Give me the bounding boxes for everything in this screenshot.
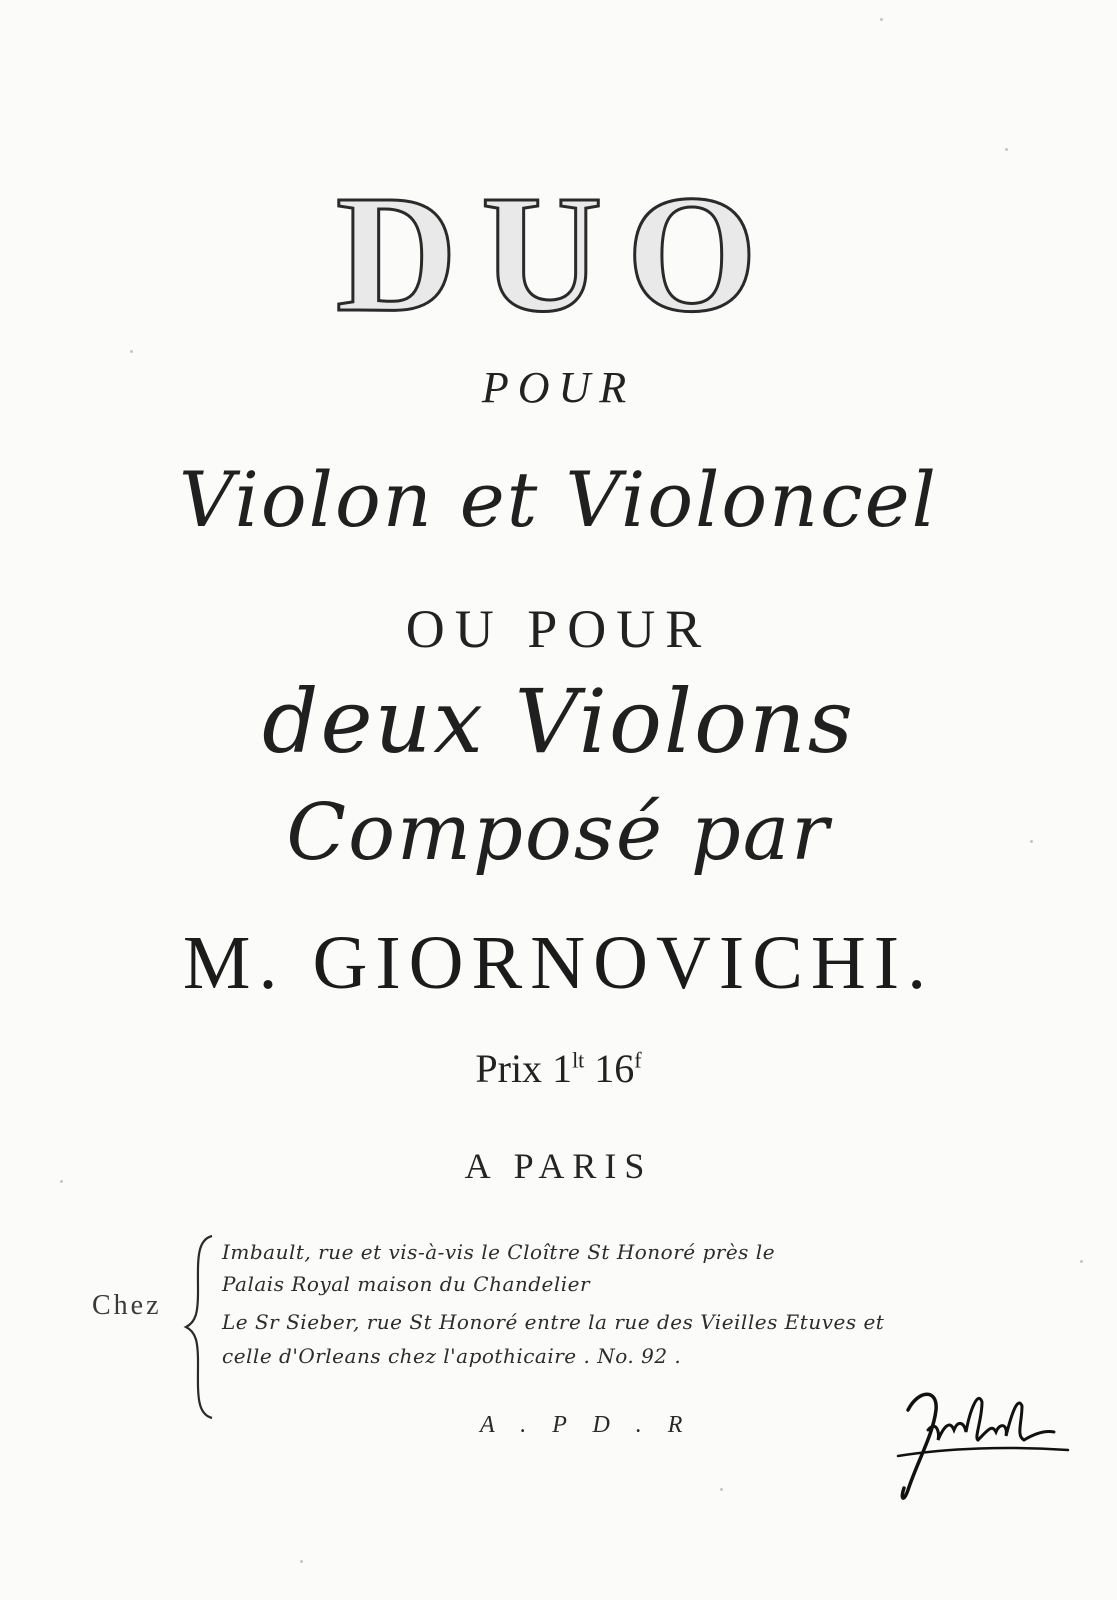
- price-livres: 1: [552, 1046, 573, 1091]
- chez-label: Chez: [92, 1290, 162, 1321]
- pour-heading: POUR: [481, 363, 636, 412]
- address-line: Le Sr Sieber, rue St Honoré entre la rue des Vieilles Etuves et: [222, 1310, 885, 1334]
- address-line: Imbault, rue et vis-à-vis le Cloître St Honoré près le: [222, 1240, 776, 1264]
- address-line: Palais Royal maison du Chandelier: [222, 1272, 591, 1296]
- ou-pour-heading: OU POUR: [405, 599, 712, 659]
- price-livres-mark: lt: [572, 1047, 585, 1073]
- paper-speck: [130, 350, 133, 353]
- paper-speck: [720, 1488, 723, 1491]
- paper-speck: [1080, 1260, 1083, 1263]
- price-sous: 16: [594, 1046, 635, 1091]
- price-label: Prix: [475, 1046, 543, 1091]
- instrument-alternate: deux Violons: [262, 670, 855, 773]
- paper-speck: [300, 1560, 303, 1563]
- brace-icon: [182, 1232, 218, 1422]
- city-line: A PARIS: [464, 1146, 653, 1186]
- paper-speck: [1005, 148, 1008, 151]
- signature-icon: [878, 1360, 1078, 1510]
- page-title: DUO: [0, 170, 1117, 338]
- compose-par: Composé par: [286, 788, 831, 878]
- composer-name: M. GIORNOVICHI.: [182, 921, 935, 1005]
- privilege-mark: A . P D . R: [480, 1412, 693, 1438]
- address-line: celle d'Orleans chez l'apothicaire . No. 92 .: [222, 1344, 682, 1368]
- paper-speck: [880, 18, 883, 21]
- price: [0, 1045, 1117, 1092]
- price-sous-mark: f: [634, 1047, 642, 1073]
- instrument-primary: Violon et Violoncel: [179, 455, 938, 544]
